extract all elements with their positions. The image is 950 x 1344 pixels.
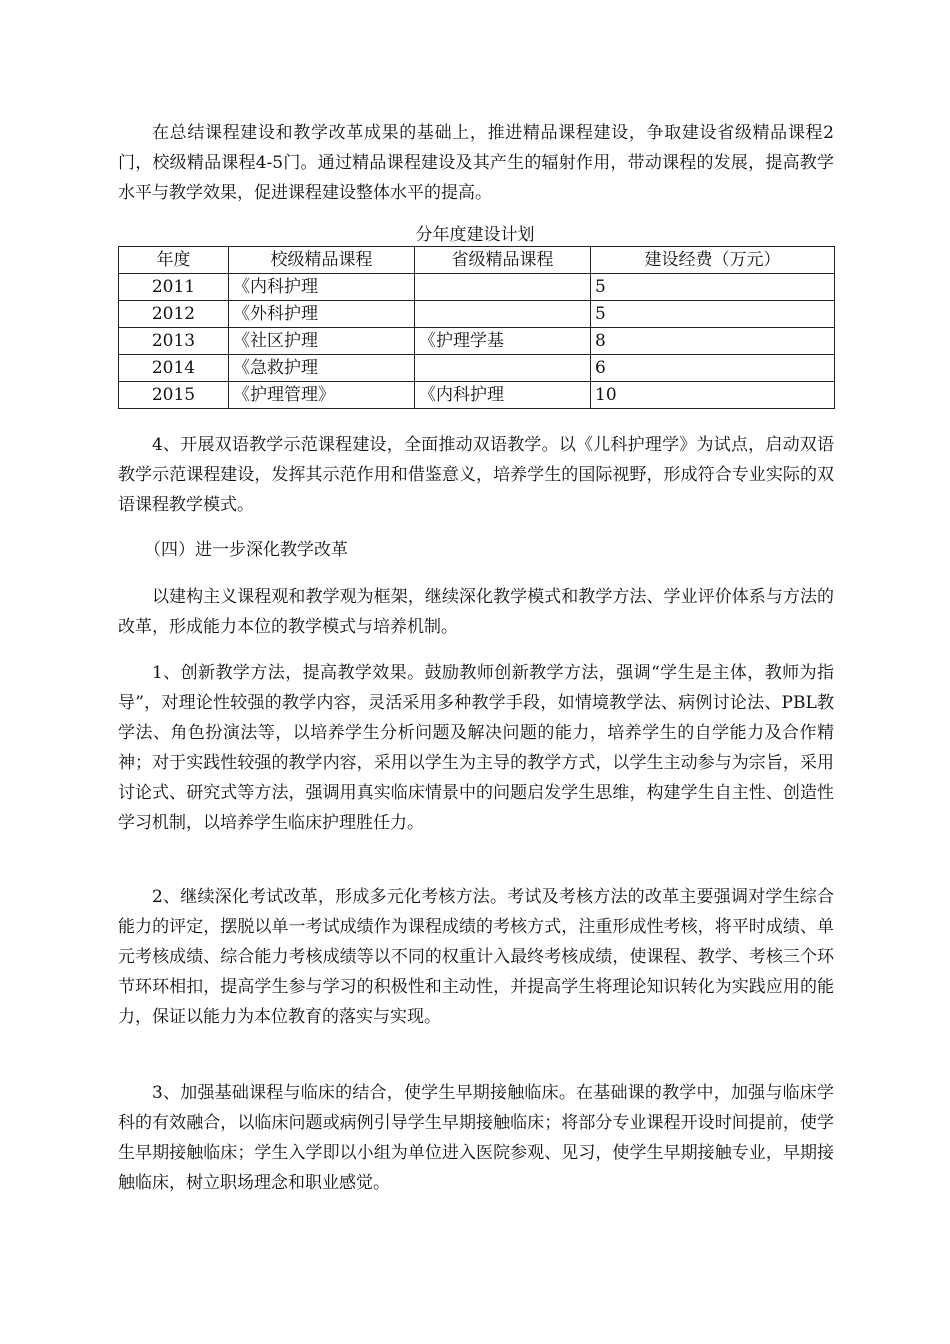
table-caption: 分年度建设计划 [415,225,535,245]
cell-school-course: 《急救护理 [229,355,415,382]
cell-province-course: 《护理学基 [415,328,591,355]
cell-funding: 8 [591,328,835,355]
cell-year: 2013 [119,328,229,355]
table-header-row [119,247,835,274]
paragraph-early-clinical: 3、加强基础课程与临床的结合，使学生早期接触临床。在基础课的教学中，加强与临床学科的有效融合，以临床问题或病例引导学生早期接触临床；将部分专业课程开设时间提前，使学生早期接触临床；学生入学即以小组为单位进入医院参观、见习，使学生早期接触专业，早期接触临床，树立职场理念和职业感觉。 [118,1083,834,1193]
cell-province-course [415,301,591,328]
cell-funding: 5 [591,301,835,328]
table-row [119,382,835,409]
header-funding: 建设经费（万元） [591,247,835,274]
table-row [119,328,835,355]
cell-school-course: 《内科护理 [229,274,415,301]
cell-province-course [415,274,591,301]
header-year: 年度 [119,247,229,274]
cell-year: 2011 [119,274,229,301]
cell-funding: 6 [591,355,835,382]
paragraph-exam-reform: 2、继续深化考试改革，形成多元化考核方法。考试及考核方法的改革主要强调对学生综合能力的评定，摆脱以单一考试成绩作为课程成绩的考核方式，注重形成性考核，将平时成绩、单元考核成绩、综合能力考核成绩等以不同的权重计入最终考核成绩，使课程、教学、考核三个环节环环相扣，提高学生参与学习的积极性和主动性，并提高学生将理论知识转化为实践应用的能力，保证以能力为本位教育的落实与实现。 [118,887,834,1027]
paragraph-quality-courses: 在总结课程建设和教学改革成果的基础上，推进精品课程建设，争取建设省级精品课程2门，校级精品课程4-5门。通过精品课程建设及其产生的辐射作用，带动课程的发展，提高教学水平与教学效果，促进课程建设整体水平的提高。 [118,123,834,203]
cell-province-course: 《内科护理 [415,382,591,409]
table-row [119,301,835,328]
paragraph-teaching-methods: 1、创新教学方法，提高教学效果。鼓励教师创新教学方法，强调“学生是主体，教师为指导”，对理论性较强的教学内容，灵活采用多种教学手段，如情境教学法、病例讨论法、PBL教学法、角色扮演法等，以培养学生分析问题及解决问题的能力，培养学生的自学能力及合作精神；对于实践性较强的教学内容，采用以学生为主导的教学方式，以学生主动参与为宗旨，采用讨论式、研究式等方法，强调用真实临床情景中的问题启发学生思维，构建学生自主性、创造性学习机制，以培养学生临床护理胜任力。 [118,663,834,833]
cell-year: 2015 [119,382,229,409]
cell-year: 2014 [119,355,229,382]
cell-school-course: 《护理管理》 [229,382,415,409]
paragraph-bilingual-teaching: 4、开展双语教学示范课程建设，全面推动双语教学。以《儿科护理学》为试点，启动双语教学示范课程建设，发挥其示范作用和借鉴意义，培养学生的国际视野，形成符合专业实际的双语课程教学模式。 [118,435,834,515]
cell-funding: 10 [591,382,835,409]
cell-school-course: 《外科护理 [229,301,415,328]
cell-year: 2012 [119,301,229,328]
header-school-course: 校级精品课程 [229,247,415,274]
header-province-course: 省级精品课程 [415,247,591,274]
cell-funding: 5 [591,274,835,301]
paragraph-framework: 以建构主义课程观和教学观为框架，继续深化教学模式和教学方法、学业评价体系与方法的改革，形成能力本位的教学模式与培养机制。 [118,587,834,637]
section-heading: （四）进一步深化教学改革 [144,540,348,560]
table-row [119,274,835,301]
cell-school-course: 《社区护理 [229,328,415,355]
annual-plan-table [118,246,835,409]
table-row [119,355,835,382]
cell-province-course [415,355,591,382]
